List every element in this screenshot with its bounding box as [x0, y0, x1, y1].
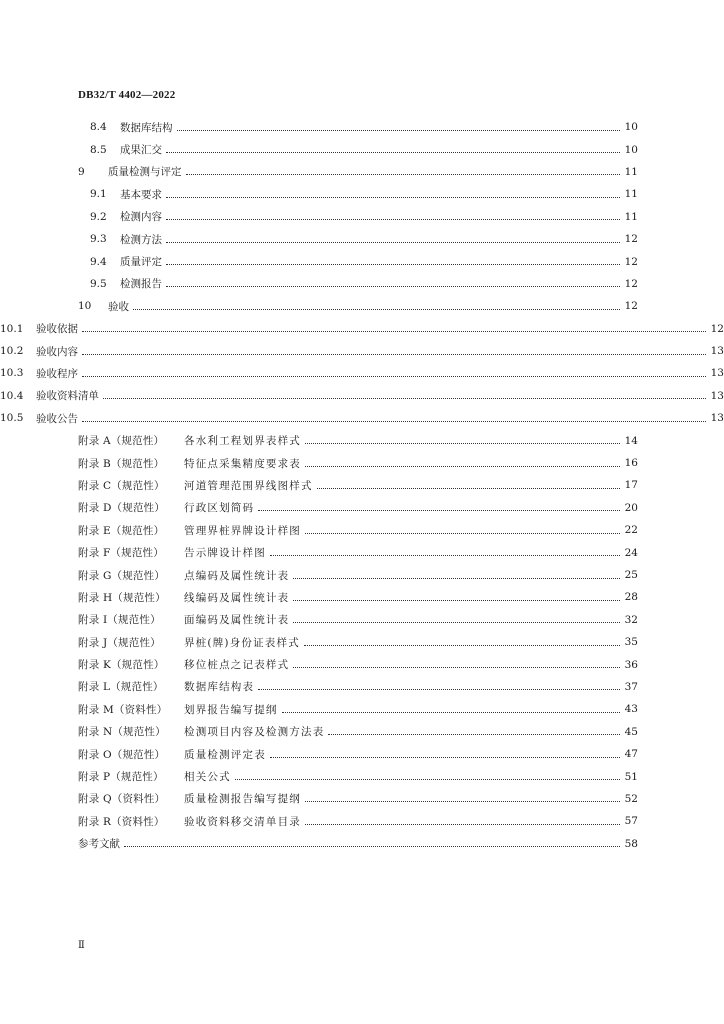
toc-entry-title: 质量检测评定表 [184, 748, 266, 761]
toc-entry-title: 相关公式 [184, 771, 231, 784]
toc-entry[interactable] [0, 161, 724, 183]
dot-leader [305, 443, 620, 444]
toc-entry[interactable] [0, 653, 724, 675]
toc-entry-title: 划界报告编写提纲 [184, 703, 278, 716]
dot-leader [258, 689, 620, 690]
toc-entry-number: 附录 H（规范性） [78, 591, 166, 604]
toc-entry-number: 附录 M（资料性） [78, 703, 168, 716]
toc-entry-page: 13 [710, 345, 724, 358]
toc-entry-page: 52 [624, 792, 638, 805]
dot-leader [166, 219, 620, 220]
toc-entry-number: 8.5 [90, 143, 107, 156]
toc-entry-title: 告示牌设计样图 [184, 547, 266, 560]
toc-entry-title: 验收内容 [36, 345, 78, 358]
dot-leader [305, 466, 620, 467]
toc-entry-page: 51 [624, 770, 638, 783]
toc-entry-title: 数据库结构 [120, 121, 173, 134]
toc-entry[interactable] [0, 429, 724, 451]
toc-entry-page: 17 [624, 479, 638, 492]
toc-entry[interactable] [0, 295, 724, 317]
dot-leader [166, 264, 620, 265]
dot-leader [133, 309, 620, 310]
dot-leader [305, 533, 620, 534]
toc-entry-title: 特征点采集精度要求表 [184, 457, 301, 470]
toc-entry[interactable] [0, 765, 724, 787]
toc-entry-number: 10.2 [0, 345, 24, 358]
toc-entry-page: 14 [624, 434, 638, 447]
dot-leader [166, 152, 620, 153]
toc-entry-page: 11 [624, 210, 638, 223]
toc-entry-title: 检测项目内容及检测方法表 [184, 726, 325, 739]
toc-entry-page: 12 [624, 233, 638, 246]
toc-entry-number: 附录 B（规范性） [78, 457, 165, 470]
toc-entry-title: 验收程序 [36, 367, 78, 380]
toc-entry-title: 成果汇交 [120, 144, 162, 157]
toc-entry-title: 线编码及属性统计表 [184, 591, 290, 604]
dot-leader [293, 667, 620, 668]
toc-entry-page: 11 [624, 165, 638, 178]
toc-entry[interactable] [0, 183, 724, 205]
toc-entry-number: 附录 L（规范性） [78, 681, 164, 694]
toc-entry-title: 验收 [108, 300, 129, 313]
toc-entry-title: 面编码及属性统计表 [184, 614, 290, 627]
toc-entry[interactable] [0, 743, 724, 765]
toc-entry-number: 附录 N（规范性） [78, 726, 166, 739]
toc-entry[interactable] [0, 407, 724, 429]
toc-entry[interactable] [0, 541, 724, 563]
toc-entry-page: 45 [624, 725, 638, 738]
toc-entry-number: 10.3 [0, 367, 24, 380]
toc-entry-page: 16 [624, 457, 638, 470]
toc-entry-page: 13 [710, 412, 724, 425]
dot-leader [82, 421, 706, 422]
dot-leader [270, 757, 620, 758]
toc-entry-number: 10.1 [0, 322, 24, 335]
dot-leader [317, 488, 620, 489]
dot-leader [166, 242, 620, 243]
toc-entry-title: 河道管理范围界线图样式 [184, 479, 313, 492]
toc-entry-title: 检测报告 [120, 278, 162, 291]
toc-entry[interactable] [0, 228, 724, 250]
toc-entry-page: 10 [624, 143, 638, 156]
standard-code-header: DB32/T 4402—2022 [78, 89, 176, 101]
toc-entry-number: 附录 O（规范性） [78, 748, 166, 761]
toc-entry-number: 附录 I（规范性） [78, 614, 161, 627]
toc-entry-number: 附录 D（规范性） [78, 502, 166, 515]
toc-entry-title: 质量评定 [120, 256, 162, 269]
toc-entry-title: 界桩(牌)身份证表样式 [184, 636, 300, 649]
toc-entry-page: 43 [624, 703, 638, 716]
toc-entry-number: 9.1 [90, 188, 107, 201]
dot-leader [103, 398, 706, 399]
toc-entry-page: 12 [624, 277, 638, 290]
toc-entry-number: 附录 E（规范性） [78, 524, 165, 537]
toc-entry[interactable] [0, 609, 724, 631]
toc-entry-page: 24 [624, 546, 638, 559]
toc-entry-page: 32 [624, 613, 638, 626]
dot-leader [166, 197, 620, 198]
toc-entry[interactable] [0, 631, 724, 653]
toc-entry-number: 9.2 [90, 210, 107, 223]
toc-entry-number: 附录 K（规范性） [78, 659, 165, 672]
dot-leader [82, 376, 706, 377]
toc-entry-title: 验收资料清单 [36, 390, 99, 403]
toc-entry-title: 检测方法 [120, 233, 162, 246]
toc-entry[interactable] [0, 586, 724, 608]
toc-entry-number: 附录 P（规范性） [78, 771, 164, 784]
dot-leader [304, 645, 620, 646]
toc-entry-page: 37 [624, 680, 638, 693]
toc-entry-page: 58 [624, 837, 638, 850]
dot-leader [177, 130, 621, 131]
toc-entry-page: 13 [710, 389, 724, 402]
toc-entry-number: 附录 G（规范性） [78, 569, 166, 582]
toc-entry[interactable] [0, 385, 724, 407]
toc-entry-title: 数据库结构表 [184, 681, 255, 694]
toc-entry-number: 附录 R（资料性） [78, 815, 165, 828]
toc-entry-number: 附录 A（规范性） [78, 435, 165, 448]
toc-entry-page: 12 [624, 255, 638, 268]
page-number: Ⅱ [78, 940, 85, 951]
toc-entry-title: 点编码及属性统计表 [184, 569, 290, 582]
toc-entry-number: 9.4 [90, 255, 107, 268]
dot-leader [293, 578, 620, 579]
toc-entry-page: 25 [624, 569, 638, 581]
toc-entry-page: 22 [624, 524, 638, 537]
toc-entry-number: 9 [78, 165, 85, 178]
toc-entry-number: 10.5 [0, 412, 24, 425]
dot-leader [82, 331, 706, 332]
toc-entry-page: 20 [624, 501, 638, 514]
toc-entry[interactable] [0, 250, 724, 272]
toc-entry-title: 移位桩点之记表样式 [184, 659, 290, 672]
toc-entry[interactable] [0, 318, 724, 340]
dot-leader [166, 286, 620, 287]
toc-entry[interactable] [0, 519, 724, 541]
toc-entry[interactable] [0, 810, 724, 832]
toc-entry[interactable] [0, 116, 724, 138]
toc-entry-number: 附录 F（规范性） [78, 547, 164, 560]
toc-entry-title: 参考文献 [78, 838, 120, 851]
toc-entry-page: 12 [710, 322, 724, 335]
dot-leader [305, 801, 620, 802]
toc-entry-number: 10.4 [0, 389, 24, 402]
toc-entry-page: 12 [624, 300, 638, 313]
toc-entry-title: 行政区划简码 [184, 502, 255, 515]
dot-leader [305, 824, 620, 825]
toc-entry-page: 35 [624, 636, 638, 649]
dot-leader [282, 712, 620, 713]
toc-entry-page: 13 [710, 367, 724, 380]
toc-entry[interactable] [0, 206, 724, 228]
toc-entry-number: 附录 J（规范性） [78, 636, 161, 649]
toc-entry[interactable] [0, 676, 724, 698]
toc-entry-number: 附录 Q（资料性） [78, 793, 166, 806]
toc-entry-page: 10 [624, 121, 638, 134]
toc-entry-title: 管理界桩界牌设计样图 [184, 524, 301, 537]
toc-entry[interactable] [0, 788, 724, 810]
toc-entry-number: 9.5 [90, 277, 107, 290]
toc-entry[interactable] [0, 564, 724, 586]
toc-entry-page: 28 [624, 591, 638, 604]
toc-entry[interactable] [0, 474, 724, 496]
toc-entry-title: 检测内容 [120, 211, 162, 224]
toc-entry-title: 验收资料移交清单目录 [184, 815, 301, 828]
toc-entry-number: 附录 C（规范性） [78, 479, 165, 492]
dot-leader [293, 600, 620, 601]
toc-entry[interactable] [0, 698, 724, 720]
dot-leader [186, 174, 621, 175]
dot-leader [293, 622, 620, 623]
toc-entry[interactable] [0, 340, 724, 362]
toc-entry-page: 36 [624, 658, 638, 671]
toc-entry-page: 47 [624, 748, 638, 761]
toc-entry[interactable] [0, 497, 724, 519]
toc-entry[interactable] [0, 721, 724, 743]
toc-entry-title: 各水利工程划界表样式 [184, 435, 301, 448]
dot-leader [124, 846, 620, 847]
toc-entry-number: 9.3 [90, 233, 107, 246]
toc-entry[interactable] [0, 138, 724, 160]
dot-leader [258, 510, 620, 511]
toc-entry[interactable] [0, 273, 724, 295]
toc-entry[interactable] [0, 362, 724, 384]
dot-leader [235, 779, 620, 780]
toc-entry-title: 验收依据 [36, 323, 78, 336]
toc-entry-number: 10 [78, 300, 92, 313]
toc-entry[interactable] [0, 452, 724, 474]
table-of-contents [0, 116, 724, 855]
toc-entry-title: 质量检测报告编写提纲 [184, 793, 301, 806]
toc-entry-title: 基本要求 [120, 188, 162, 201]
toc-entry-number: 8.4 [90, 121, 107, 134]
dot-leader [82, 354, 706, 355]
toc-entry-page: 11 [624, 188, 638, 201]
dot-leader [270, 555, 620, 556]
toc-entry-page: 57 [624, 815, 638, 828]
toc-entry-title: 质量检测与评定 [108, 166, 182, 179]
toc-entry[interactable] [0, 833, 724, 855]
toc-entry-title: 验收公告 [36, 412, 78, 425]
dot-leader [328, 734, 620, 735]
